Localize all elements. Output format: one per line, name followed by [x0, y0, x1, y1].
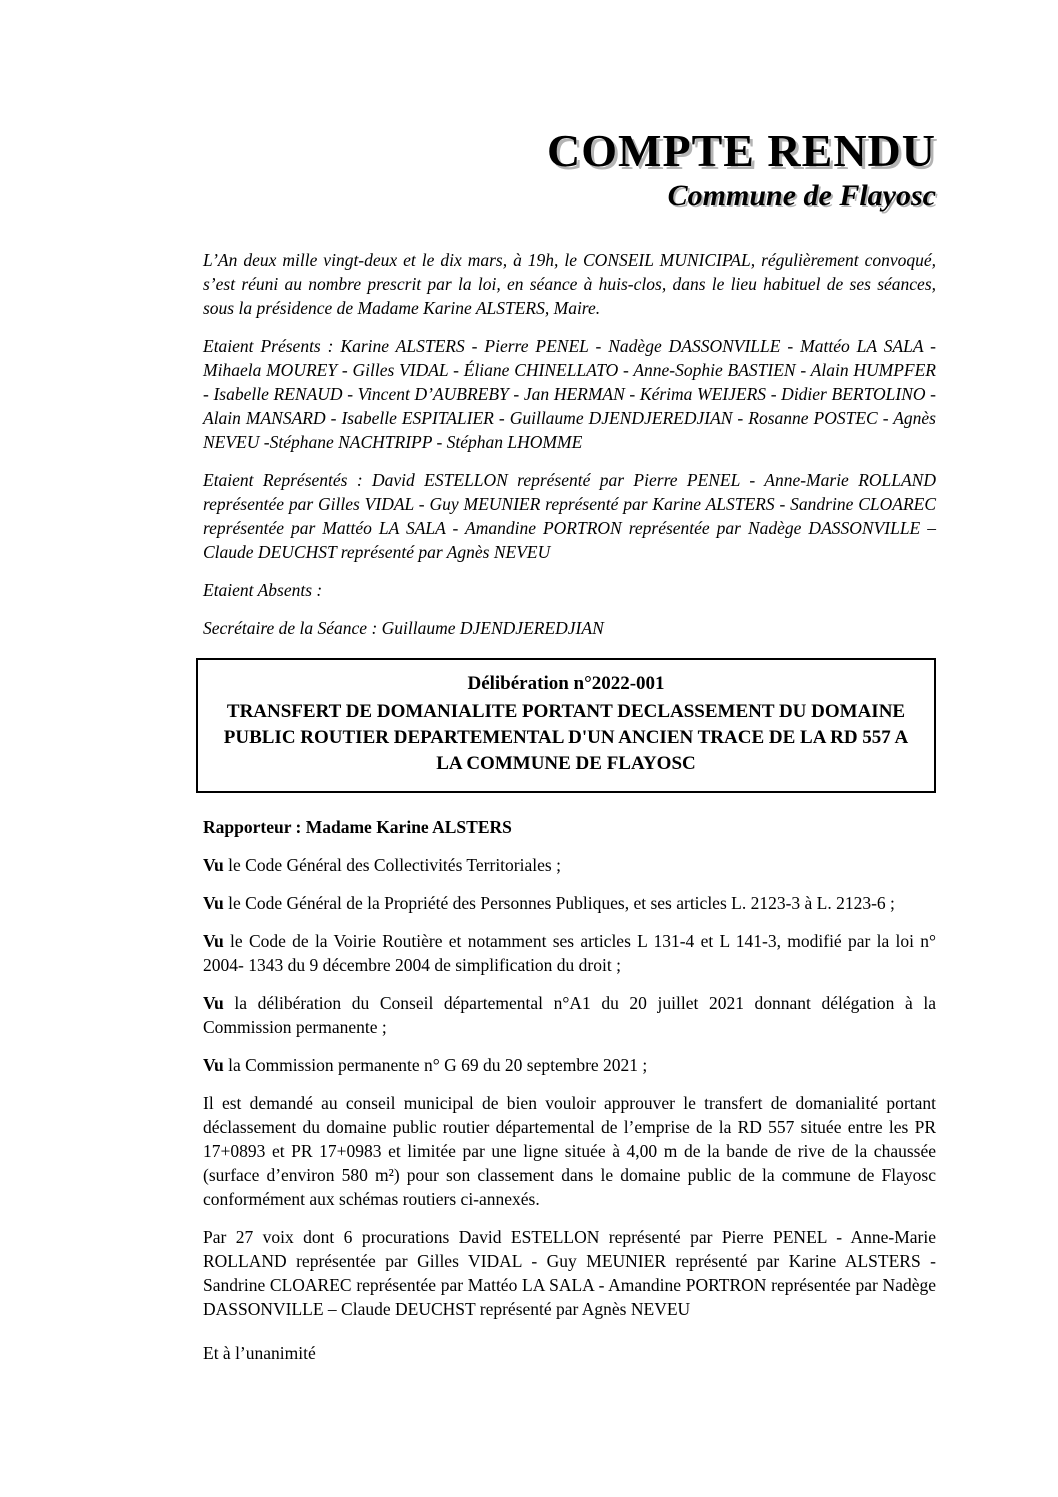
session-intro-paragraph: L’An deux mille vingt-deux et le dix mars, à 19h, le CONSEIL MUNICIPAL, régulièrement convoqué, s’est réuni au nombre prescrit par la loi, en séance à huis-clos, dans le lieu habituel de ses séances, sous la présidence de Madame Karine ALSTERS, Maire. — [203, 250, 936, 318]
vu-item-2 — [203, 891, 936, 915]
vu-lead: Vu — [203, 931, 224, 951]
vote-result-paragraph: Par 27 voix dont 6 procurations David ESTELLON représenté par Pierre PENEL - Anne-Marie ROLLAND représentée par Gilles VIDAL - Guy MEUNIER représenté par Karine ALSTERS - Sandrine CLOAREC représentée par Mattéo LA SALA - Amandine PORTRON représentée par Nadège DASSONVILLE – Claude DEUCHST représenté par Agnès NEVEU — [203, 1227, 936, 1319]
closing-line: Et à l’unanimité — [203, 1343, 316, 1363]
vu-text: le Code Général de la Propriété des Personnes Publiques, et ses articles L. 2123-3 à L. 2123-6 ; — [223, 893, 895, 913]
vu-item-1 — [203, 853, 936, 877]
session-secretary-line: Secrétaire de la Séance : Guillaume DJENDJEREDJIAN — [203, 618, 604, 638]
vu-text: le Code de la Voirie Routière et notamment ses articles L 131-4 et L 141-3, modifié par la loi n° 2004- 1343 du 9 décembre 2004 de simplification du droit ; — [203, 931, 936, 975]
represented-members-paragraph: Etaient Représentés : David ESTELLON représenté par Pierre PENEL - Anne-Marie ROLLAND représentée par Gilles VIDAL - Guy MEUNIER représenté par Karine ALSTERS - Sandrine CLOAREC représentée par Mattéo LA SALA - Amandine PORTRON représentée par Nadège DASSONVILLE – Claude DEUCHST représenté par Agnès NEVEU — [203, 470, 936, 562]
vu-text: la délibération du Conseil départemental n°A1 du 20 juillet 2021 donnant délégation à la Commission permanente ; — [203, 993, 936, 1037]
vu-lead: Vu — [203, 1055, 224, 1075]
vu-text: la Commission permanente n° G 69 du 20 septembre 2021 ; — [223, 1055, 648, 1075]
vu-item-4 — [203, 991, 936, 1039]
document-subtitle: Commune de Flayosc — [667, 179, 936, 212]
vu-text: le Code Général des Collectivités Territoriales ; — [223, 855, 561, 875]
vu-lead: Vu — [203, 855, 224, 875]
absent-members-line: Etaient Absents : — [203, 580, 323, 600]
document-title: COMPTE RENDU — [547, 125, 936, 176]
vu-lead: Vu — [203, 993, 224, 1013]
present-members-paragraph: Etaient Présents : Karine ALSTERS - Pierre PENEL - Nadège DASSONVILLE - Mattéo LA SALA - Mihaela MOUREY - Gilles VIDAL - Éliane CHINELLATO - Anne-Sophie BASTIEN - Alain HUMPFER - Isabelle RENAUD - Vincent D’AUBREBY - Jan HERMAN - Kérima WEIJERS - Didier BERTOLINO - Alain MANSARD - Isabelle ESPITALIER - Guillaume DJENDJEREDJIAN - Rosanne POSTEC - Agnès NEVEU -Stéphane NACHTRIPP - Stéphan LHOMME — [203, 336, 936, 452]
deliberation-number: Délibération n°2022-001 — [467, 673, 665, 694]
deliberation-box — [196, 658, 936, 793]
vu-item-3 — [203, 929, 936, 977]
request-paragraph: Il est demandé au conseil municipal de bien vouloir approuver le transfert de domanialité portant déclassement du domaine public routier départemental de l’emprise de la RD 557 située entre les PR 17+0893 et PR 17+0983 et limitée par une ligne située à 4,00 m de la bande de rive de la chaussée (surface d’environ 580 m²) pour son classement dans le domaine public de la commune de Flayosc conformément aux schémas routiers ci-annexés. — [203, 1093, 936, 1209]
deliberation-title: TRANSFERT DE DOMANIALITE PORTANT DECLASSEMENT DU DOMAINE PUBLIC ROUTIER DEPARTEMENTAL D'UN ANCIEN TRACE DE LA RD 557 A LA COMMUNE DE FLAYOSC — [223, 701, 909, 774]
vu-item-5 — [203, 1053, 936, 1077]
vu-lead: Vu — [203, 893, 224, 913]
rapporteur-line: Rapporteur : Madame Karine ALSTERS — [203, 817, 512, 837]
